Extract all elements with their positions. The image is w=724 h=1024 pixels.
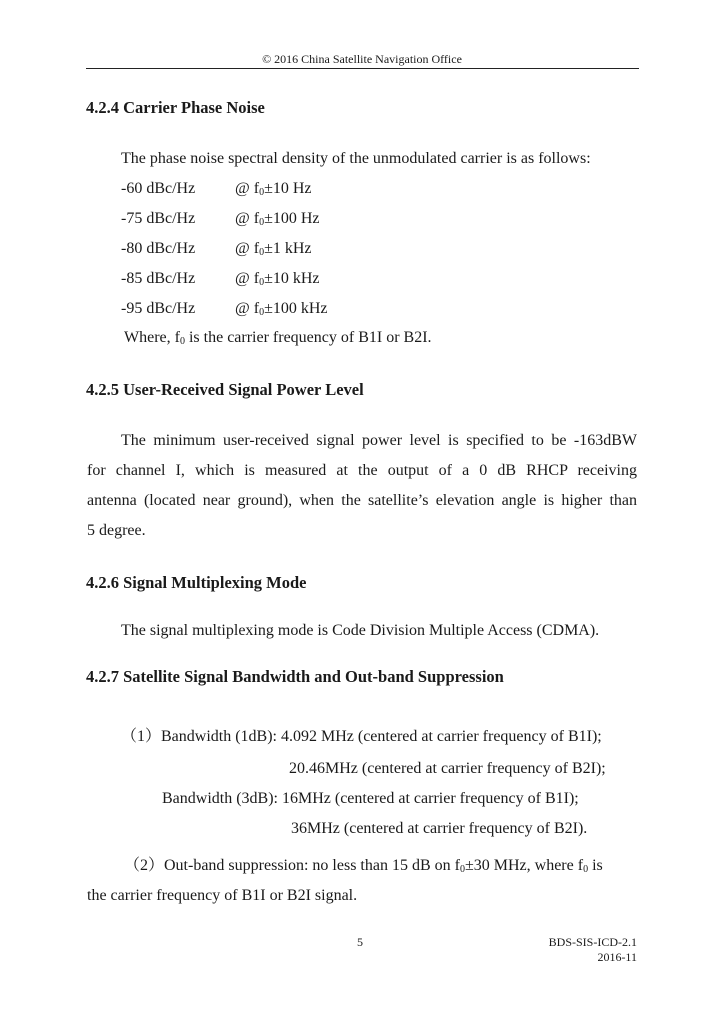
noise-level: -60 dBc/Hz [121,180,196,197]
document-id: BDS-SIS-ICD-2.1 [548,935,637,949]
noise-offset: @ $f_0\pm 100$ Hz [235,210,320,228]
bandwidth-1db-line: （1）Bandwidth (1dB): 4.092 MHz (centered at carrier frequency of B1I); [121,728,602,745]
header-rule [86,68,639,69]
phase-noise-where: Where, $f_0$ is the carrier frequency of B1I or B2I. [124,329,432,347]
multiplexing-text: The signal multiplexing mode is Code Division Multiple Access (CDMA). [121,622,600,639]
paragraph-line: for channel I, which is measured at the output of a 0 dB RHCP receiving [87,462,637,479]
section-heading-4-2-5: 4.2.5 User-Received Signal Power Level [86,380,364,399]
paragraph-line: The minimum user-received signal power level is specified to be -163dBW [121,432,637,449]
section-heading-4-2-4: 4.2.4 Carrier Phase Noise [86,98,265,117]
document-date: 2016-11 [597,950,637,964]
bandwidth-3db-line: Bandwidth (3dB): 16MHz (centered at carrier frequency of B1I); [162,790,579,807]
page-number: 5 [357,935,363,949]
bandwidth-1db-line: 20.46MHz (centered at carrier frequency of B2I); [289,760,606,777]
noise-level: -85 dBc/Hz [121,270,196,287]
noise-offset: @ $f_0\pm 100$ kHz [235,300,328,318]
noise-level: -75 dBc/Hz [121,210,196,227]
noise-offset: @ $f_0\pm 1$ kHz [235,240,312,258]
noise-offset: @ $f_0\pm 10$ kHz [235,270,320,288]
section-heading-4-2-6: 4.2.6 Signal Multiplexing Mode [86,573,307,592]
noise-offset: @ $f_0\pm 10$ Hz [235,180,312,198]
paragraph-line: antenna (located near ground), when the satellite’s elevation angle is higher than [87,492,637,509]
paragraph-line: 5 degree. [87,522,146,539]
bandwidth-3db-line: 36MHz (centered at carrier frequency of B2I). [291,820,588,837]
page-header: © 2016 China Satellite Navigation Office [262,52,462,66]
noise-level: -95 dBc/Hz [121,300,196,317]
phase-noise-intro: The phase noise spectral density of the unmodulated carrier is as follows: [121,150,591,167]
out-band-suppression-line: （2）Out-band suppression: no less than 15 dB on $f_0\pm 30$ MHz, where $f_0$ is [124,857,603,875]
out-band-suppression-line: the carrier frequency of B1I or B2I signal. [87,887,358,904]
noise-level: -80 dBc/Hz [121,240,196,257]
section-heading-4-2-7: 4.2.7 Satellite Signal Bandwidth and Out-band Suppression [86,667,504,686]
